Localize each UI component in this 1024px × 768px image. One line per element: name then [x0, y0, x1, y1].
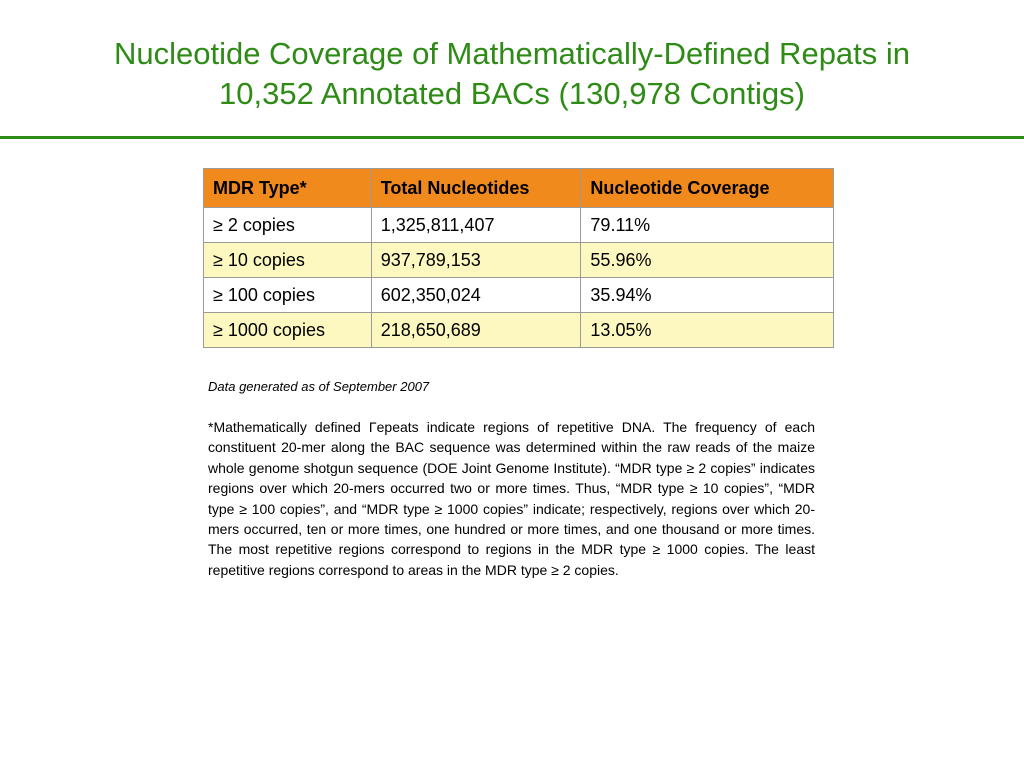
cell-total-nucleotides: 602,350,024	[371, 278, 581, 313]
title-line-2: 10,352 Annotated BACs (130,978 Contigs)	[219, 76, 805, 111]
slide-title	[0, 34, 1024, 114]
table-row	[204, 208, 834, 243]
cell-nucleotide-coverage: 13.05%	[581, 313, 834, 348]
cell-nucleotide-coverage: 55.96%	[581, 243, 834, 278]
cell-total-nucleotides: 937,789,153	[371, 243, 581, 278]
header-mdr-type: MDR Type*	[204, 169, 372, 208]
coverage-table	[203, 168, 834, 348]
table-row	[204, 313, 834, 348]
cell-nucleotide-coverage: 35.94%	[581, 278, 834, 313]
table-row	[204, 278, 834, 313]
cell-total-nucleotides: 1,325,811,407	[371, 208, 581, 243]
title-divider	[0, 136, 1024, 139]
header-total-nucleotides: Total Nucleotides	[371, 169, 581, 208]
cell-mdr-type: ≥ 1000 copies	[204, 313, 372, 348]
cell-nucleotide-coverage: 79.11%	[581, 208, 834, 243]
cell-mdr-type: ≥ 10 copies	[204, 243, 372, 278]
table-row	[204, 243, 834, 278]
cell-mdr-type: ≥ 100 copies	[204, 278, 372, 313]
cell-mdr-type: ≥ 2 copies	[204, 208, 372, 243]
mdr-footnote: *Mathematically defined Γepeats indicate regions of repetitive DNA. The frequency of each constituent 20-mer along the BAC sequence was determined within the raw reads of the maize whole genome shotgun sequence (DOE Joint Genome Institute). “MDR type ≥ 2 copies” indicates regions over which 20-mers occurred two or more times. Thus, “MDR type ≥ 10 copies”, “MDR type ≥ 100 copies”, and “MDR type ≥ 1000 copies” indicate; respectively, regions over which 20-mers occurred, ten or more times, one hundred or more times, and one thousand or more times. The most repetitive regions correspond to regions in the MDR type ≥ 1000 copies. The least repetitive regions correspond to areas in the MDR type ≥ 2 copies.	[208, 419, 815, 578]
table-header-row	[204, 169, 834, 208]
header-nucleotide-coverage: Nucleotide Coverage	[581, 169, 834, 208]
cell-total-nucleotides: 218,650,689	[371, 313, 581, 348]
title-line-1: Nucleotide Coverage of Mathematically-Defined Repats in	[113, 36, 911, 71]
data-date-note: Data generated as of September 2007	[208, 379, 430, 394]
